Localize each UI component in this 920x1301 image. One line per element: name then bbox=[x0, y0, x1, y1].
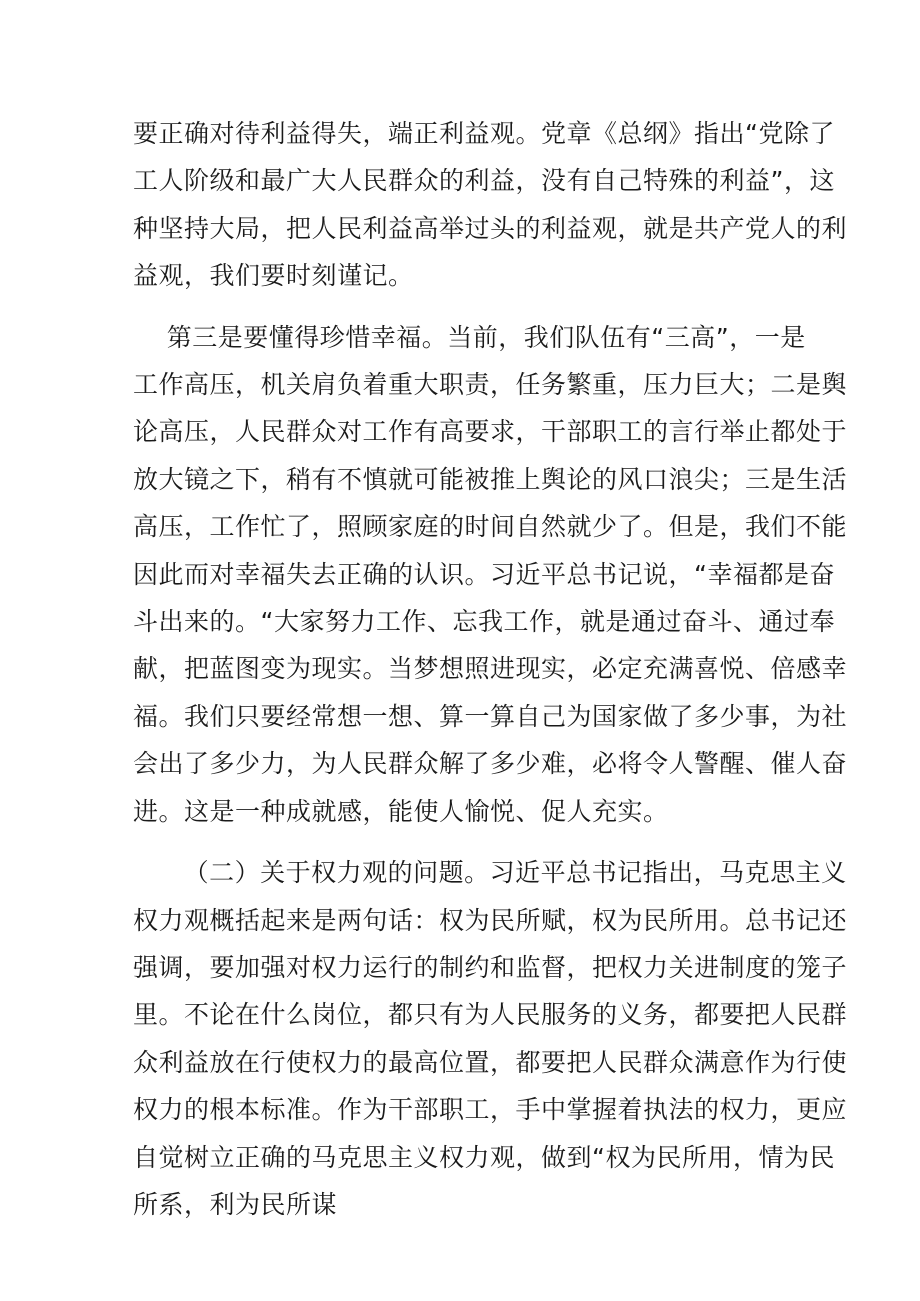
paragraph-gap bbox=[133, 835, 793, 849]
paragraph-cherish-happiness bbox=[133, 314, 848, 835]
text-line: 要正确对待利益得失，端正利益观。党章《总纲》指出“党除了 bbox=[133, 119, 835, 148]
text-line: 所系，利为民所谋 bbox=[133, 1189, 338, 1219]
text-line: 会出了多少力，为人民群众解了多少难，必将令人警醒、催人奋 bbox=[133, 749, 848, 779]
text-line: （二）关于权力观的问题。习近平总书记指出，马克思主义 bbox=[133, 858, 847, 888]
text-line: 工作高压，机关肩负着重大职责，任务繁重，压力巨大；二是舆 bbox=[133, 370, 848, 400]
text-line: 进。这是一种成就感，能使人愉悦、促人充实。 bbox=[133, 796, 669, 826]
text-line: 权力的根本标准。作为干部职工，手中掌握着执法的权力，更应 bbox=[133, 1095, 848, 1125]
text-line: 斗出来的。“大家努力工作、忘我工作，就是通过奋斗、通过奉 bbox=[133, 607, 835, 637]
paragraph-power-view bbox=[133, 849, 848, 1228]
text-line: 里。不论在什么岗位，都只有为人民服务的义务，都要把人民群 bbox=[133, 1000, 848, 1030]
text-line: 论高压，人民群众对工作有高要求，干部职工的言行举止都处于 bbox=[133, 417, 848, 447]
paragraph-gap bbox=[133, 300, 793, 314]
text-line: 放大镜之下，稍有不慎就可能被推上舆论的风口浪尖；三是生活 bbox=[133, 464, 848, 494]
text-line: 众利益放在行使权力的最高位置，都要把人民群众满意作为行使 bbox=[133, 1047, 848, 1077]
text-line: 强调，要加强对权力运行的制约和监督，把权力关进制度的笼子 bbox=[133, 952, 848, 982]
text-line: 工人阶级和最广大人民群众的利益，没有自己特殊的利益”，这 bbox=[133, 166, 835, 196]
paragraph-interest-view bbox=[133, 110, 848, 300]
document-body bbox=[133, 110, 848, 1228]
text-line: 高压，工作忙了，照顾家庭的时间自然就少了。但是，我们不能 bbox=[133, 512, 848, 542]
text-line: 献，把蓝图变为现实。当梦想照进现实，必定充满喜悦、倍感幸 bbox=[133, 654, 848, 684]
text-line: 自觉树立正确的马克思主义权力观，做到“权为民所用，情为民 bbox=[133, 1142, 835, 1172]
text-line: 因此而对幸福失去正确的认识。习近平总书记说，“幸福都是奋 bbox=[133, 559, 835, 589]
text-line: 种坚持大局，把人民利益高举过头的利益观，就是共产党人的利 bbox=[133, 213, 848, 243]
text-line: 益观，我们要时刻谨记。 bbox=[133, 261, 414, 291]
text-line: 福。我们只要经常想一想、算一算自己为国家做了多少事，为社 bbox=[133, 701, 848, 731]
text-line: 权力观概括起来是两句话：权为民所赋，权为民所用。总书记还 bbox=[133, 905, 848, 935]
text-line: 第三是要懂得珍惜幸福。当前，我们队伍有“三高”，一是 bbox=[133, 322, 806, 352]
